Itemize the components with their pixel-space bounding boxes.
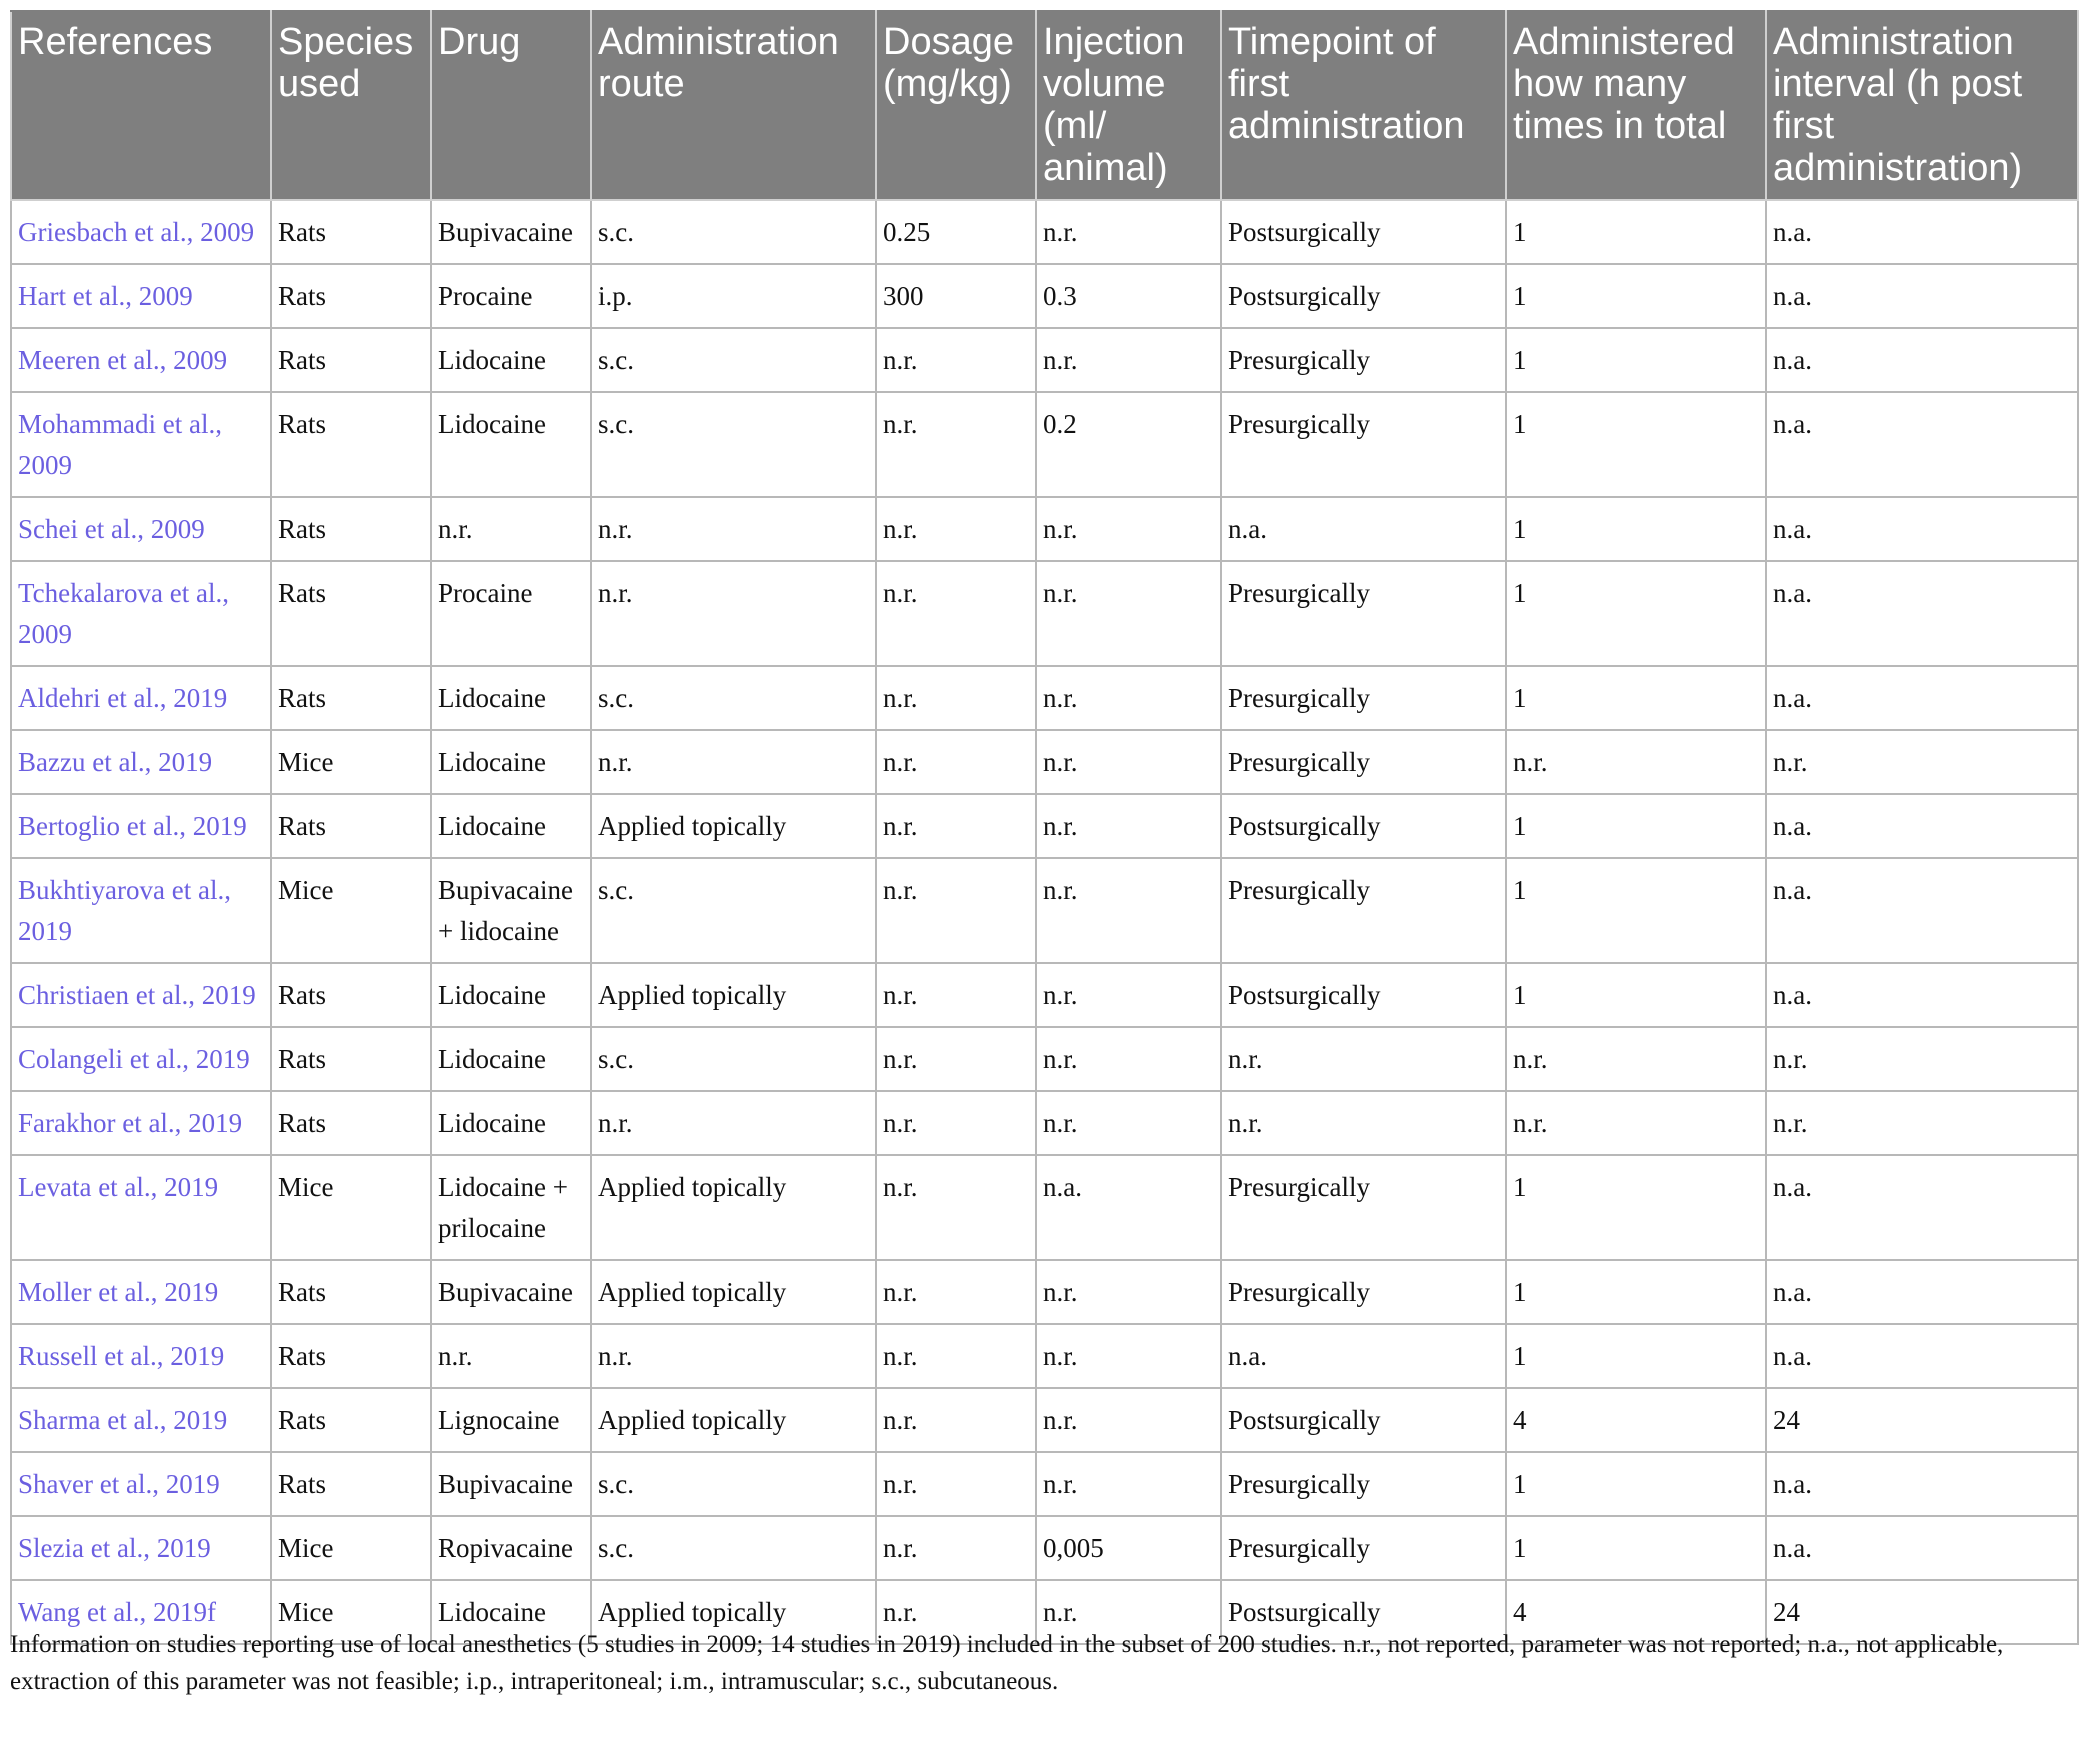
cell-reference[interactable]: Russell et al., 2019: [11, 1324, 271, 1388]
cell-times: 1: [1506, 1452, 1766, 1516]
cell-dosage: n.r.: [876, 328, 1036, 392]
table-row: [11, 497, 2078, 561]
cell-species: Rats: [271, 497, 431, 561]
cell-route: s.c.: [591, 666, 876, 730]
cell-species: Rats: [271, 392, 431, 497]
table-row: [11, 1155, 2078, 1260]
table-row: [11, 1324, 2078, 1388]
table-row: [11, 1516, 2078, 1580]
table-row: [11, 200, 2078, 264]
header-references: References: [11, 11, 271, 200]
cell-interval: n.r.: [1766, 1027, 2078, 1091]
cell-reference[interactable]: Farakhor et al., 2019: [11, 1091, 271, 1155]
cell-timepoint: Presurgically: [1221, 392, 1506, 497]
cell-route: n.r.: [591, 730, 876, 794]
cell-volume: n.r.: [1036, 200, 1221, 264]
cell-dosage: 300: [876, 264, 1036, 328]
cell-interval: n.a.: [1766, 1452, 2078, 1516]
header-species: Species used: [271, 11, 431, 200]
cell-volume: n.r.: [1036, 1091, 1221, 1155]
cell-volume: n.r.: [1036, 1260, 1221, 1324]
cell-times: 1: [1506, 794, 1766, 858]
cell-dosage: n.r.: [876, 1155, 1036, 1260]
cell-reference[interactable]: Tchekalarova et al., 2009: [11, 561, 271, 666]
cell-dosage: n.r.: [876, 1388, 1036, 1452]
cell-drug: Procaine: [431, 561, 591, 666]
cell-times: n.r.: [1506, 1091, 1766, 1155]
cell-route: n.r.: [591, 1324, 876, 1388]
cell-timepoint: Postsurgically: [1221, 1388, 1506, 1452]
cell-volume: n.r.: [1036, 328, 1221, 392]
cell-interval: n.a.: [1766, 666, 2078, 730]
cell-species: Mice: [271, 730, 431, 794]
cell-times: 1: [1506, 1516, 1766, 1580]
cell-route: s.c.: [591, 328, 876, 392]
cell-reference[interactable]: Levata et al., 2019: [11, 1155, 271, 1260]
cell-dosage: n.r.: [876, 1324, 1036, 1388]
cell-reference[interactable]: Wang et al., 2019f: [11, 1580, 271, 1644]
cell-times: n.r.: [1506, 730, 1766, 794]
cell-timepoint: n.a.: [1221, 1324, 1506, 1388]
cell-drug: Lidocaine: [431, 1027, 591, 1091]
cell-route: s.c.: [591, 200, 876, 264]
cell-times: 4: [1506, 1388, 1766, 1452]
cell-drug: n.r.: [431, 1324, 591, 1388]
table-row: [11, 561, 2078, 666]
cell-drug: Bupivacaine: [431, 1260, 591, 1324]
cell-timepoint: n.r.: [1221, 1027, 1506, 1091]
cell-drug: Lidocaine: [431, 794, 591, 858]
cell-dosage: n.r.: [876, 497, 1036, 561]
cell-species: Rats: [271, 1260, 431, 1324]
cell-volume: n.a.: [1036, 1155, 1221, 1260]
cell-volume: n.r.: [1036, 1027, 1221, 1091]
table-row: [11, 666, 2078, 730]
cell-timepoint: Presurgically: [1221, 1155, 1506, 1260]
cell-route: s.c.: [591, 1516, 876, 1580]
cell-timepoint: Postsurgically: [1221, 200, 1506, 264]
cell-interval: n.a.: [1766, 963, 2078, 1027]
cell-dosage: 0.25: [876, 200, 1036, 264]
cell-drug: Procaine: [431, 264, 591, 328]
table-row: [11, 264, 2078, 328]
cell-species: Rats: [271, 963, 431, 1027]
cell-timepoint: Postsurgically: [1221, 794, 1506, 858]
cell-route: s.c.: [591, 392, 876, 497]
table-row: [11, 392, 2078, 497]
cell-drug: Lignocaine: [431, 1388, 591, 1452]
cell-times: 1: [1506, 392, 1766, 497]
cell-species: Mice: [271, 1516, 431, 1580]
cell-drug: Lidocaine: [431, 1580, 591, 1644]
cell-interval: n.a.: [1766, 1260, 2078, 1324]
cell-volume: n.r.: [1036, 1452, 1221, 1516]
cell-reference[interactable]: Meeren et al., 2009: [11, 328, 271, 392]
cell-timepoint: Presurgically: [1221, 1516, 1506, 1580]
cell-times: 1: [1506, 1324, 1766, 1388]
cell-volume: n.r.: [1036, 858, 1221, 963]
cell-species: Rats: [271, 328, 431, 392]
cell-times: 1: [1506, 200, 1766, 264]
cell-interval: n.a.: [1766, 561, 2078, 666]
cell-species: Rats: [271, 1324, 431, 1388]
cell-dosage: n.r.: [876, 1091, 1036, 1155]
anesthetics-table: [10, 10, 2079, 1645]
cell-reference[interactable]: Schei et al., 2009: [11, 497, 271, 561]
cell-interval: 24: [1766, 1388, 2078, 1452]
cell-interval: n.a.: [1766, 1155, 2078, 1260]
cell-dosage: n.r.: [876, 666, 1036, 730]
cell-species: Rats: [271, 666, 431, 730]
cell-route: s.c.: [591, 1027, 876, 1091]
cell-times: 1: [1506, 666, 1766, 730]
table-row: [11, 794, 2078, 858]
table-row: [11, 1027, 2078, 1091]
cell-volume: n.r.: [1036, 561, 1221, 666]
table-row: [11, 1091, 2078, 1155]
cell-species: Rats: [271, 1388, 431, 1452]
cell-volume: n.r.: [1036, 497, 1221, 561]
cell-reference[interactable]: Griesbach et al., 2009: [11, 200, 271, 264]
cell-species: Rats: [271, 200, 431, 264]
cell-reference[interactable]: Christiaen et al., 2019: [11, 963, 271, 1027]
cell-reference[interactable]: Slezia et al., 2019: [11, 1516, 271, 1580]
cell-interval: n.a.: [1766, 1324, 2078, 1388]
cell-timepoint: n.r.: [1221, 1091, 1506, 1155]
cell-route: Applied topically: [591, 1388, 876, 1452]
cell-drug: Lidocaine: [431, 1091, 591, 1155]
cell-drug: Lidocaine + prilocaine: [431, 1155, 591, 1260]
cell-times: 4: [1506, 1580, 1766, 1644]
cell-dosage: n.r.: [876, 392, 1036, 497]
cell-drug: Bupivacaine + lidocaine: [431, 858, 591, 963]
cell-interval: n.a.: [1766, 794, 2078, 858]
cell-route: Applied topically: [591, 1260, 876, 1324]
cell-volume: n.r.: [1036, 963, 1221, 1027]
table-header-row: [11, 11, 2078, 200]
cell-timepoint: Presurgically: [1221, 858, 1506, 963]
cell-species: Mice: [271, 858, 431, 963]
cell-timepoint: Presurgically: [1221, 561, 1506, 666]
cell-timepoint: Postsurgically: [1221, 264, 1506, 328]
cell-interval: n.r.: [1766, 730, 2078, 794]
cell-drug: Bupivacaine: [431, 200, 591, 264]
cell-interval: n.a.: [1766, 328, 2078, 392]
cell-volume: n.r.: [1036, 1580, 1221, 1644]
cell-interval: n.a.: [1766, 1516, 2078, 1580]
header-dosage: Dosage (mg/kg): [876, 11, 1036, 200]
cell-times: 1: [1506, 963, 1766, 1027]
cell-volume: n.r.: [1036, 794, 1221, 858]
cell-reference[interactable]: Bazzu et al., 2019: [11, 730, 271, 794]
cell-volume: n.r.: [1036, 730, 1221, 794]
cell-reference[interactable]: Bertoglio et al., 2019: [11, 794, 271, 858]
cell-species: Rats: [271, 561, 431, 666]
cell-dosage: n.r.: [876, 561, 1036, 666]
cell-species: Rats: [271, 1452, 431, 1516]
cell-species: Rats: [271, 1091, 431, 1155]
cell-dosage: n.r.: [876, 1516, 1036, 1580]
header-volume: Injection volume (ml/ animal): [1036, 11, 1221, 200]
cell-species: Rats: [271, 264, 431, 328]
cell-volume: 0.3: [1036, 264, 1221, 328]
cell-dosage: n.r.: [876, 794, 1036, 858]
cell-route: n.r.: [591, 1091, 876, 1155]
cell-drug: Lidocaine: [431, 730, 591, 794]
table-caption: Information on studies reporting use of local anesthetics (5 studies in 2009; 14 studies in 2019) included in the subset of 200 studies. n.r., not reported, parameter was not reported; n.a., not applicable, extraction of this parameter was not feasible; i.p., intraperitoneal; i.m., intramuscular; s.c., subcutaneous.: [10, 1631, 2004, 1695]
table-row: [11, 1452, 2078, 1516]
cell-timepoint: Presurgically: [1221, 666, 1506, 730]
cell-timepoint: Presurgically: [1221, 730, 1506, 794]
cell-reference[interactable]: Sharma et al., 2019: [11, 1388, 271, 1452]
table-row: [11, 1260, 2078, 1324]
header-route: Administration route: [591, 11, 876, 200]
cell-reference[interactable]: Moller et al., 2019: [11, 1260, 271, 1324]
cell-volume: n.r.: [1036, 1388, 1221, 1452]
table-row: [11, 328, 2078, 392]
cell-route: s.c.: [591, 1452, 876, 1516]
cell-dosage: n.r.: [876, 1027, 1036, 1091]
cell-interval: n.a.: [1766, 392, 2078, 497]
cell-drug: Lidocaine: [431, 666, 591, 730]
cell-reference[interactable]: Colangeli et al., 2019: [11, 1027, 271, 1091]
header-times: Administered how many times in total: [1506, 11, 1766, 200]
cell-interval: n.a.: [1766, 497, 2078, 561]
cell-species: Rats: [271, 794, 431, 858]
cell-volume: n.r.: [1036, 1324, 1221, 1388]
table-body: [11, 200, 2078, 1644]
cell-drug: Lidocaine: [431, 392, 591, 497]
header-interval: Administration interval (h post first administration): [1766, 11, 2078, 200]
cell-timepoint: Presurgically: [1221, 1260, 1506, 1324]
table-row: [11, 963, 2078, 1027]
cell-times: 1: [1506, 561, 1766, 666]
cell-drug: Ropivacaine: [431, 1516, 591, 1580]
cell-drug: n.r.: [431, 497, 591, 561]
cell-dosage: n.r.: [876, 858, 1036, 963]
cell-volume: 0,005: [1036, 1516, 1221, 1580]
cell-timepoint: Postsurgically: [1221, 963, 1506, 1027]
cell-interval: 24: [1766, 1580, 2078, 1644]
cell-times: 1: [1506, 328, 1766, 392]
cell-drug: Lidocaine: [431, 963, 591, 1027]
cell-interval: n.a.: [1766, 264, 2078, 328]
cell-reference[interactable]: Shaver et al., 2019: [11, 1452, 271, 1516]
cell-species: Rats: [271, 1027, 431, 1091]
cell-interval: n.r.: [1766, 1091, 2078, 1155]
cell-route: n.r.: [591, 497, 876, 561]
table-row: [11, 858, 2078, 963]
cell-dosage: n.r.: [876, 963, 1036, 1027]
table-container: [10, 10, 2077, 1645]
cell-reference[interactable]: Bukhtiyarova et al., 2019: [11, 858, 271, 963]
header-timepoint: Timepoint of first administration: [1221, 11, 1506, 200]
cell-dosage: n.r.: [876, 1580, 1036, 1644]
cell-route: Applied topically: [591, 1155, 876, 1260]
cell-drug: Lidocaine: [431, 328, 591, 392]
cell-times: 1: [1506, 497, 1766, 561]
cell-timepoint: n.a.: [1221, 497, 1506, 561]
cell-route: i.p.: [591, 264, 876, 328]
cell-times: 1: [1506, 264, 1766, 328]
cell-route: Applied topically: [591, 963, 876, 1027]
cell-route: Applied topically: [591, 1580, 876, 1644]
cell-reference[interactable]: Hart et al., 2009: [11, 264, 271, 328]
cell-timepoint: Presurgically: [1221, 1452, 1506, 1516]
cell-dosage: n.r.: [876, 1452, 1036, 1516]
cell-dosage: n.r.: [876, 730, 1036, 794]
cell-times: 1: [1506, 1260, 1766, 1324]
cell-timepoint: Postsurgically: [1221, 1580, 1506, 1644]
cell-drug: Bupivacaine: [431, 1452, 591, 1516]
cell-dosage: n.r.: [876, 1260, 1036, 1324]
header-drug: Drug: [431, 11, 591, 200]
cell-times: 1: [1506, 858, 1766, 963]
table-row: [11, 1388, 2078, 1452]
cell-species: Mice: [271, 1155, 431, 1260]
cell-interval: n.a.: [1766, 858, 2078, 963]
cell-interval: n.a.: [1766, 200, 2078, 264]
cell-route: n.r.: [591, 561, 876, 666]
table-row: [11, 730, 2078, 794]
cell-route: Applied topically: [591, 794, 876, 858]
cell-reference[interactable]: Mohammadi et al., 2009: [11, 392, 271, 497]
cell-species: Mice: [271, 1580, 431, 1644]
cell-times: 1: [1506, 1155, 1766, 1260]
cell-timepoint: Presurgically: [1221, 328, 1506, 392]
cell-reference[interactable]: Aldehri et al., 2019: [11, 666, 271, 730]
cell-times: n.r.: [1506, 1027, 1766, 1091]
cell-volume: 0.2: [1036, 392, 1221, 497]
cell-volume: n.r.: [1036, 666, 1221, 730]
cell-route: s.c.: [591, 858, 876, 963]
